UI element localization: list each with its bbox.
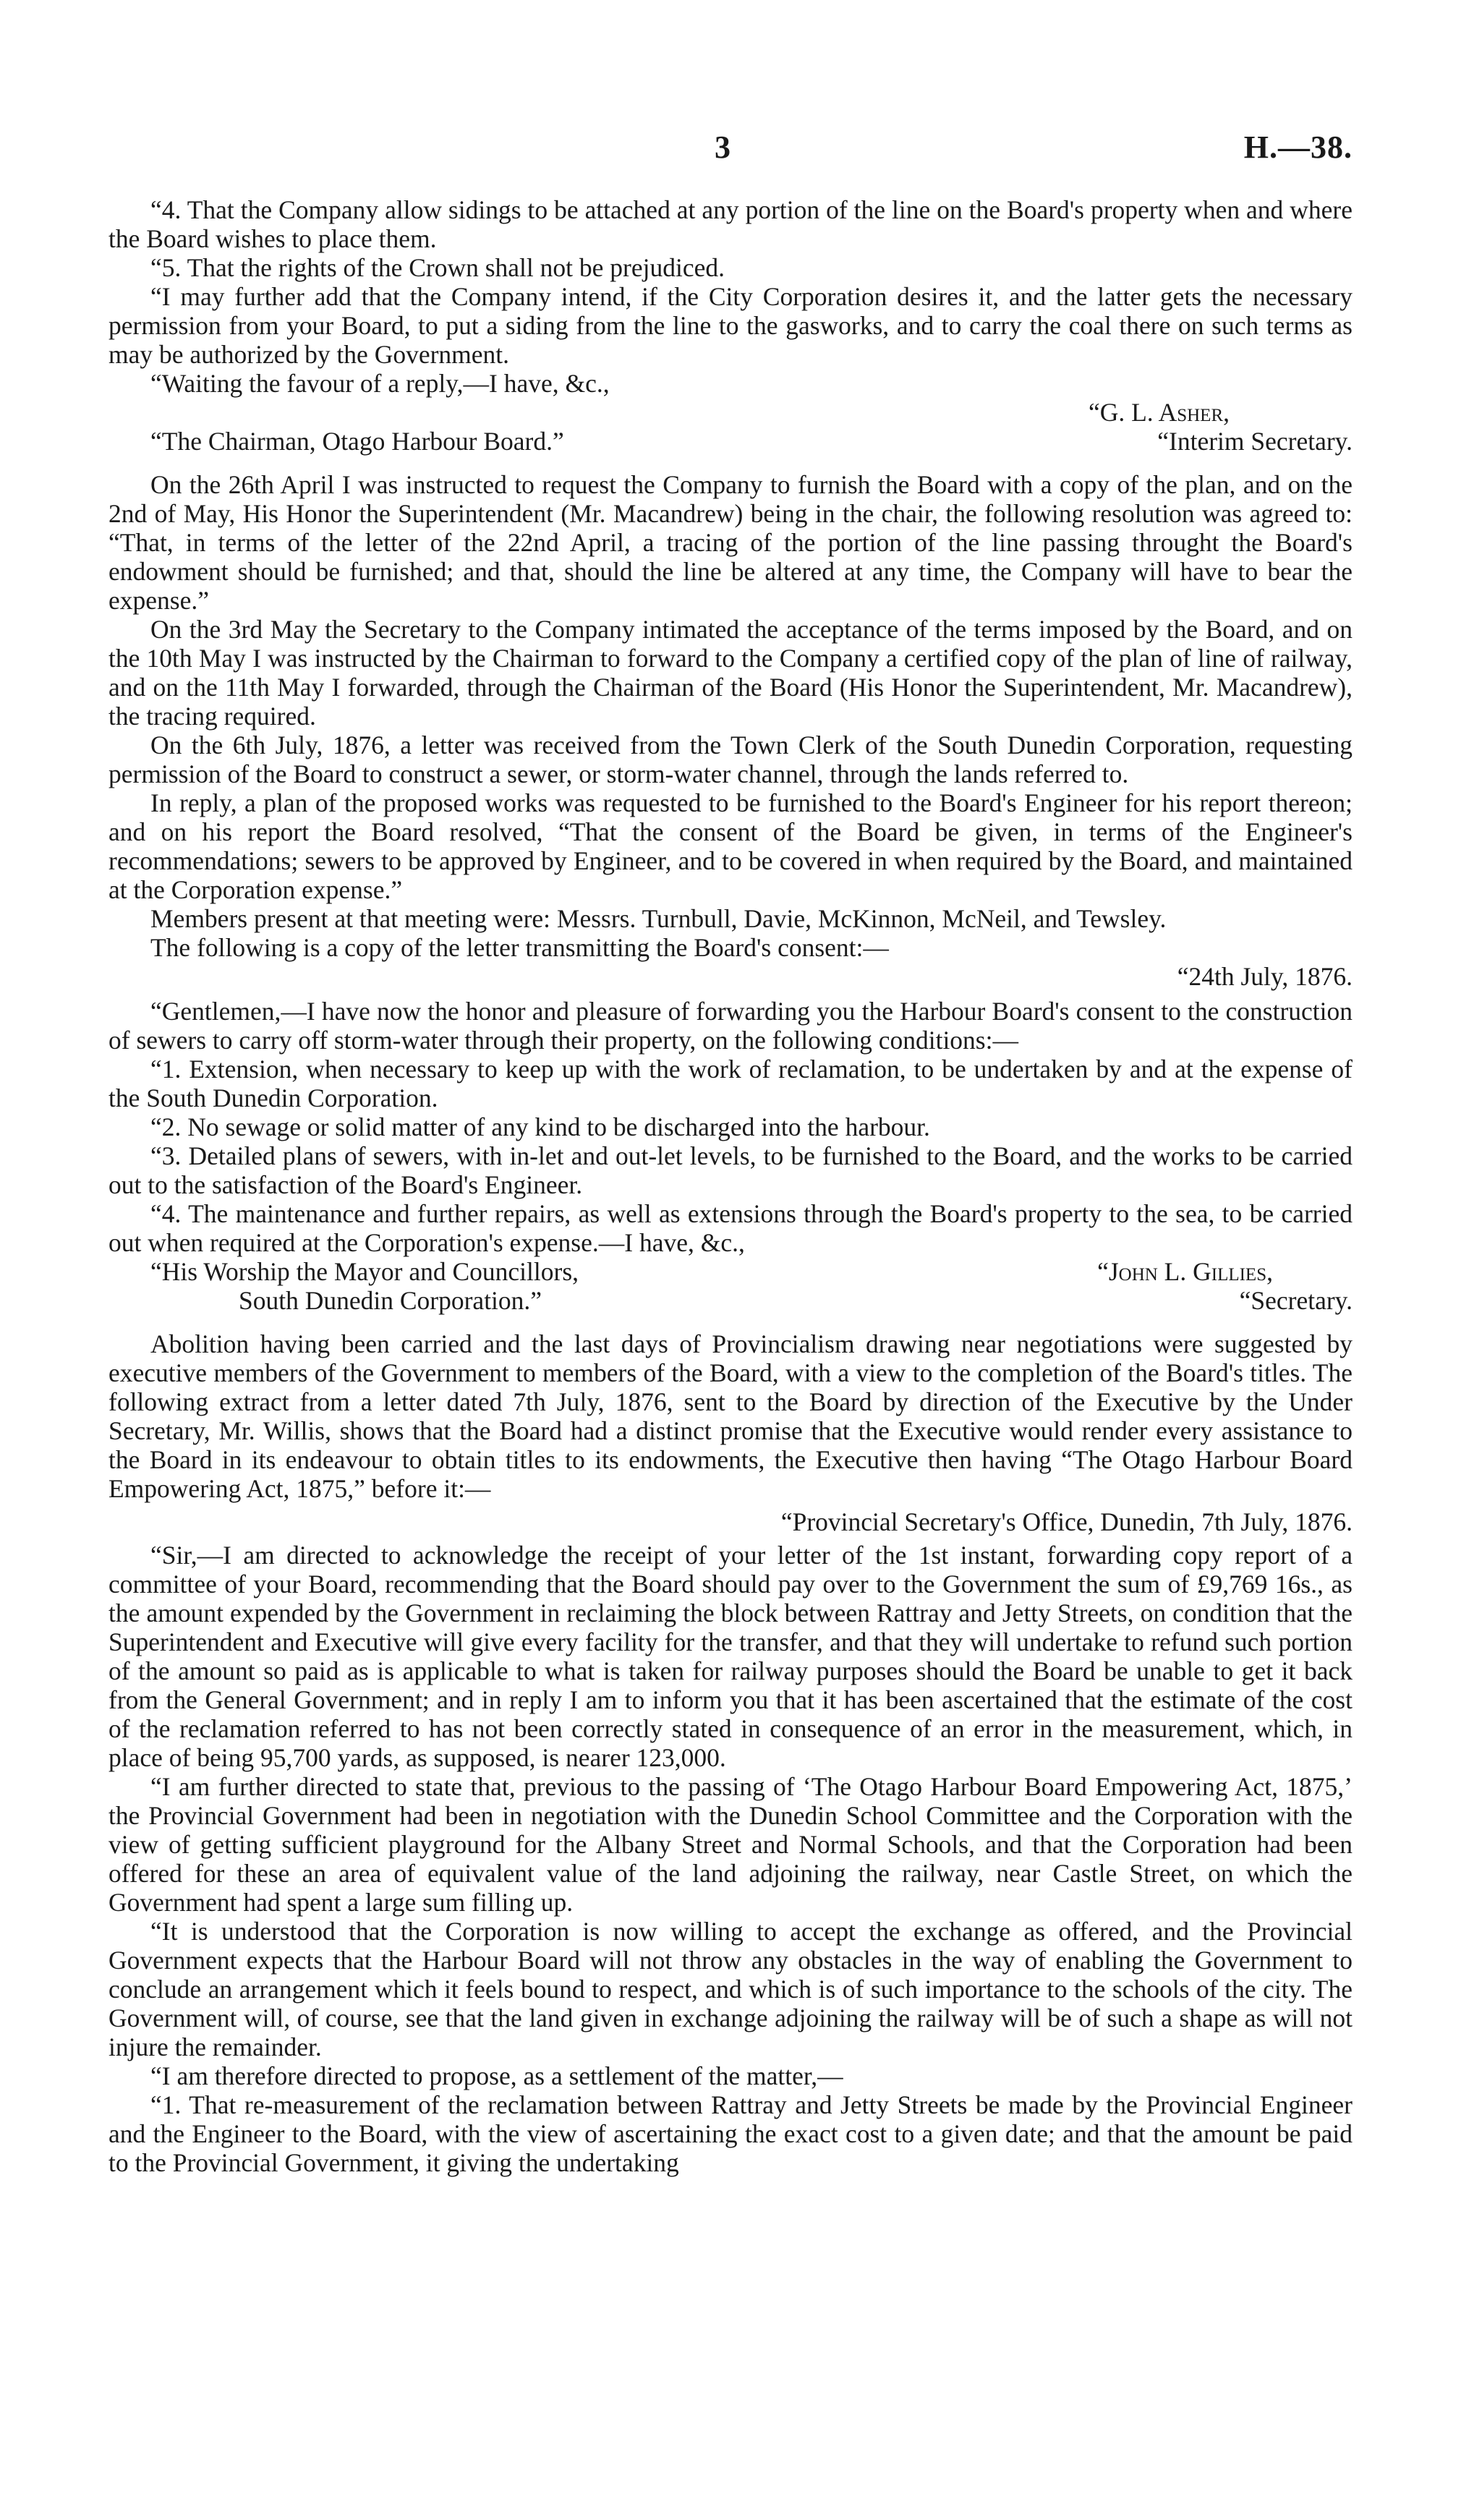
page-header [108,129,1353,172]
paragraph: “Sir,—I am directed to acknowledge the receipt of your letter of the 1st instant, forwarding copy report of a committee of your Board, recommending that the Board should pay over to the Government the sum of £9,769 16s., as the amount expended by the Government in reclaiming the block between Rattray and Jetty Streets, on condition that the Superintendent and Executive will give every facility for the transfer, and that they will undertake to refund such portion of the amount so paid as is applicable to what is taken for railway purposes should the Board be unable to get it back from the General Government; and in reply I am to inform you that it has been ascertained that the estimate of the cost of the reclamation referred to has not been correctly stated in consequence of an error in the measurement, which, in place of being 95,700 yards, as supposed, is nearer 123,000. [108,1541,1353,1772]
letter-dateline: “Provincial Secretary's Office, Dunedin, 7th July, 1876. [780,1507,1353,1536]
paragraph: On the 26th April I was instructed to request the Company to furnish the Board with a copy of the plan, and on the 2nd of May, His Honor the Superintendent (Mr. Macandrew) being in the chair, the following resolution was agreed to: “That, in terms of the letter of the 22nd April, a tracing of the portion of the line passing throught the Board's endowment should be furnished; and that, should the line be altered at any time, the Company will have to bear the expense.” [108,470,1353,615]
addressee: “The Chairman, Otago Harbour Board.” [150,427,564,456]
document-reference: H.—38. [1243,129,1353,165]
paragraph: “I may further add that the Company intend, if the City Corporation desires it, and the latter gets the necessary permission from your Board, to put a siding from the line to the gasworks, and to carry the coal there on such terms as may be authorized by the Government. [108,282,1353,369]
paragraph: “I am therefore directed to propose, as a settlement of the matter,— [150,2061,843,2090]
signature-row [108,427,1353,456]
paragraph: The following is a copy of the letter transmitting the Board's consent:— [150,933,889,962]
signature-name: “G. L. Asher, [1088,398,1230,427]
addressee: “His Worship the Mayor and Councillors, [150,1257,579,1286]
paragraph: “1. That re-measurement of the reclamation between Rattray and Jetty Streets be made by the Provincial Engineer and the Engineer to the Board, with the view of ascertaining the exact cost to a given date; and that the amount be paid to the Provincial Government, it giving the undertaking [108,2090,1353,2177]
paragraph: “Gentlemen,—I have now the honor and pleasure of forwarding you the Harbour Board's consent to the construction of sewers to carry off storm-water through their property, on the following conditions:— [108,997,1353,1055]
paragraph: “4. That the Company allow sidings to be attached at any portion of the line on the Board's property when and where the Board wishes to place them. [108,195,1353,253]
paragraph: Abolition having been carried and the last days of Provincialism drawing near negotiations were suggested by executive members of the Government to members of the Board, with a view to the completion of the Board's titles. The following extract from a letter dated 7th July, 1876, sent to the Board by direction of the Executive by the Under Secretary, Mr. Willis, shows that the Board had a distinct promise that the Executive would render every assistance to the Board in its endeavour to obtain titles to its endowments, the Executive then having “The Otago Harbour Board Empowering Act, 1875,” before it:— [108,1329,1353,1503]
signature-name: “John L. Gillies, [1097,1257,1273,1286]
letter-date: “24th July, 1876. [1177,962,1353,991]
page-number: 3 [715,129,730,165]
paragraph: “Waiting the favour of a reply,—I have, &c., [150,369,610,398]
list-item: “2. No sewage or solid matter of any kind to be discharged into the harbour. [150,1112,930,1141]
list-item: “3. Detailed plans of sewers, with in-let and out-let levels, to be furnished to the Board, and the works to be carried out to the satisfaction of the Board's Engineer. [108,1141,1353,1199]
addressee: South Dunedin Corporation.” [239,1286,542,1315]
paragraph: “It is understood that the Corporation is now willing to accept the exchange as offered, and the Provincial Government expects that the Harbour Board will not throw any obstacles in the way of enabling the Government to conclude an arrangement which it feels bound to respect, and which is of such importance to the schools of the city. The Government will, of course, see that the land given in exchange adjoining the railway will be of such a shape as will not injure the remainder. [108,1917,1353,2061]
paragraph: “I am further directed to state that, previous to the passing of ‘The Otago Harbour Board Empowering Act, 1875,’ the Provincial Government had been in negotiation with the Dunedin School Committee and the Corporation with the view of getting sufficient playground for the Albany Street and Normal Schools, and that the Corporation had been offered for these an area of equivalent value of the land adjoining the railway, near Castle Street, on which the Government had spent a large sum filling up. [108,1772,1353,1917]
paragraph: On the 3rd May the Secretary to the Company intimated the acceptance of the terms imposed by the Board, and on the 10th May I was instructed by the Chairman to forward to the Company a certified copy of the plan of line of railway, and on the 11th May I forwarded, through the Chairman of the Board (His Honor the Superintendent, Mr. Macandrew), the tracing required. [108,615,1353,731]
paragraph: On the 6th July, 1876, a letter was received from the Town Clerk of the South Dunedin Corporation, requesting permission of the Board to construct a sewer, or storm-water channel, through the lands referred to. [108,731,1353,788]
list-item: “4. The maintenance and further repairs, as well as extensions through the Board's property to the sea, to be carried out when required at the Corporation's expense.—I have, &c., [108,1199,1353,1257]
signature-row [108,1257,1353,1286]
paragraph: “5. That the rights of the Crown shall not be prejudiced. [150,253,725,282]
body-text [108,195,1353,2177]
paragraph: In reply, a plan of the proposed works was requested to be furnished to the Board's Engineer for his report thereon; and on his report the Board resolved, “That the consent of the Board be given, in terms of the Engineer's recommendations; sewers to be approved by Engineer, and to be covered in when required by the Board, and maintained at the Corporation expense.” [108,788,1353,904]
paragraph: Members present at that meeting were: Messrs. Turnbull, Davie, McKinnon, McNeil, and Tewsley. [150,904,1167,933]
list-item: “1. Extension, when necessary to keep up with the work of reclamation, to be undertaken by and at the expense of the South Dunedin Corporation. [108,1055,1353,1112]
signature-title: “Secretary. [1239,1286,1353,1315]
signature-title: “Interim Secretary. [1157,427,1353,456]
signature-row [108,1286,1353,1315]
